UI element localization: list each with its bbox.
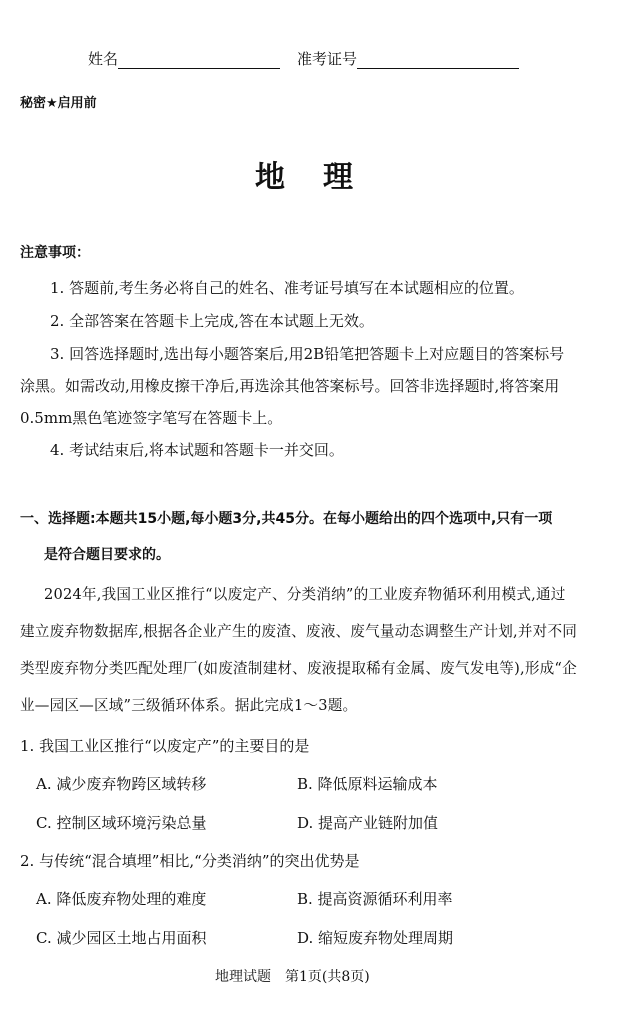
id-label: 准考证号 <box>297 50 358 68</box>
id-field <box>297 48 519 69</box>
question-stem: 1. 我国工业区推行“以废定产”的主要目的是 <box>20 737 310 755</box>
notice-item: 1. 答题前,考生务必将自己的姓名、准考证号填写在本试题相应的位置。 <box>50 279 524 297</box>
id-blank <box>357 52 519 69</box>
page-title: 地 理 <box>255 160 357 195</box>
notice-item: 0.5mm黑色笔迹签字笔写在答题卡上。 <box>20 409 283 427</box>
option-b: B. 提高资源循环利用率 <box>297 890 453 908</box>
option-a: A. 降低废弃物处理的难度 <box>36 890 207 908</box>
confidential-mark: 秘密★启用前 <box>20 96 97 111</box>
passage-line: 2024年,我国工业区推行“以废定产、分类消纳”的工业废弃物循环利用模式,通过 <box>44 586 566 603</box>
page-footer: 地理试题 第1页(共8页) <box>215 969 370 985</box>
notice-item: 涂黑。如需改动,用橡皮擦干净后,再选涂其他答案标号。回答非选择题时,将答案用 <box>20 377 560 395</box>
notice-item: 2. 全部答案在答题卡上完成,答在本试题上无效。 <box>50 312 374 330</box>
section-heading-cont: 是符合题目要求的。 <box>44 547 170 563</box>
passage-line: 建立废弃物数据库,根据各企业产生的废渣、废液、废气量动态调整生产计划,并对不同 <box>20 623 578 640</box>
option-d: D. 缩短废弃物处理周期 <box>297 929 454 947</box>
name-blank <box>118 52 280 69</box>
passage-line: 业—园区—区域”三级循环体系。据此完成1～3题。 <box>20 697 358 714</box>
name-label: 姓名 <box>88 50 119 68</box>
option-c: C. 控制区域环境污染总量 <box>36 814 207 832</box>
notice-item: 4. 考试结束后,将本试题和答题卡一并交回。 <box>50 441 344 459</box>
option-c: C. 减少园区土地占用面积 <box>36 929 207 947</box>
option-a: A. 减少废弃物跨区域转移 <box>36 775 207 793</box>
notice-item: 3. 回答选择题时,选出每小题答案后,用2B铅笔把答题卡上对应题目的答案标号 <box>50 345 565 363</box>
option-b: B. 降低原料运输成本 <box>297 775 438 793</box>
passage-line: 类型废弃物分类匹配处理厂(如废渣制建材、废液提取稀有金属、废气发电等),形成“企 <box>20 660 577 677</box>
notice-heading: 注意事项： <box>20 245 90 261</box>
section-heading: 一、选择题:本题共15小题,每小题3分,共45分。在每小题给出的四个选项中,只有一项 <box>20 511 553 527</box>
question-stem: 2. 与传统“混合填埋”相比,“分类消纳”的突出优势是 <box>20 852 360 870</box>
name-field <box>88 48 280 69</box>
option-d: D. 提高产业链附加值 <box>297 814 439 832</box>
